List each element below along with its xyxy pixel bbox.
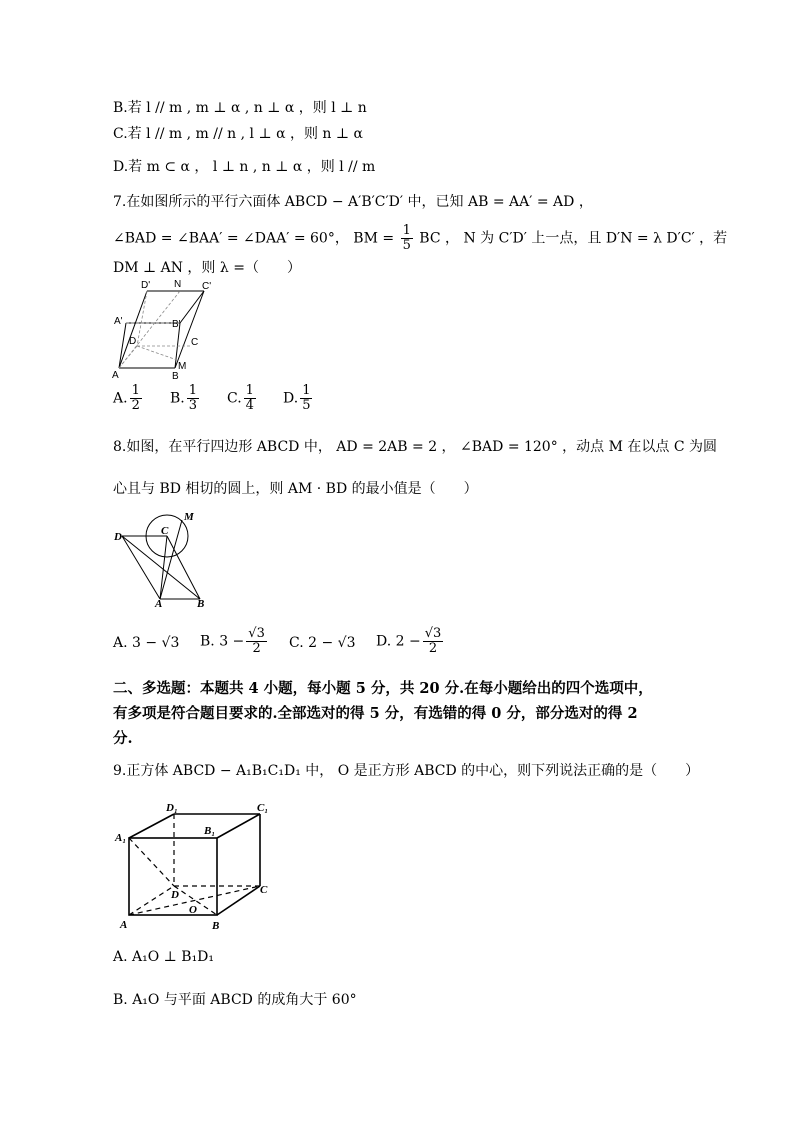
- q8-label-b: B: [197, 598, 205, 610]
- q7-label-n: N: [174, 279, 182, 290]
- q7-fraction: $\frac{1}{5}$: [402, 223, 411, 253]
- q8-label-d: D: [114, 531, 122, 543]
- q9-label-d1: D₁: [166, 802, 178, 814]
- q9-option-a: A. A₁O ⊥ B₁D₁: [113, 949, 215, 965]
- q9-label-o: O: [189, 904, 197, 916]
- q9-label-a1: A₁: [115, 832, 127, 844]
- q7-label-d1: D': [141, 280, 151, 291]
- section2-line1: 二、多选题：本题共 4 小题，每小题 5 分，共 20 分.在每小题给出的四个选项中，: [113, 680, 653, 697]
- q7-stem-line3: DM ⊥ AN ，则 λ =（ ）: [113, 260, 301, 276]
- q9-option-b: B. A₁O 与平面 ABCD 的成角大于 60°: [113, 992, 357, 1008]
- q6-option-b: B.若 l // m , m ⊥ α , n ⊥ α ，则 l ⊥ n: [113, 100, 367, 116]
- q9-label-a: A: [120, 919, 128, 931]
- q8-option-d: D. 2 − $\frac{√3}{2}$: [376, 626, 442, 656]
- q8-option-a: A. 3 − √3: [113, 635, 180, 651]
- q7-stem-line1: 7.在如图所示的平行六面体 ABCD − A′B′C′D′ 中，已知 AB = AA′ = AD ，: [113, 194, 593, 210]
- q7-label-d: D: [129, 336, 137, 347]
- q8-option-c: C. 2 − √3: [289, 635, 356, 651]
- q8-label-c: C: [161, 525, 169, 537]
- q9-label-d: D: [171, 889, 179, 901]
- q9-label-b: B: [212, 920, 220, 932]
- q9-cube-figure: [112, 800, 277, 935]
- q8-label-m: M: [184, 511, 194, 523]
- q7-label-a1: A': [114, 316, 123, 327]
- q7-parallelepiped-figure: [112, 280, 222, 382]
- q8-stem-line1: 8.如图，在平行四边形 ABCD 中， AD = 2AB = 2 ， ∠BAD = 120° ，动点 M 在以点 C 为圆: [113, 439, 718, 455]
- q7-option-a: A. $\frac{1}{2}$: [113, 383, 140, 413]
- q7-label-m: M: [178, 361, 187, 372]
- q8-parallelogram-figure: [112, 510, 212, 610]
- q7-option-d: D. $\frac{1}{5}$: [283, 383, 311, 413]
- q8-stem-line2: 心且与 BD 相切的圆上，则 AM · BD 的最小值是（ ）: [113, 481, 478, 497]
- q8-label-a: A: [155, 598, 163, 610]
- q9-label-c1: C₁: [257, 802, 269, 814]
- section2-line3: 分.: [113, 730, 133, 747]
- q7-option-c: C. $\frac{1}{4}$: [227, 383, 254, 413]
- q6-option-d: D.若 m ⊂ α ， l ⊥ n , n ⊥ α ，则 l // m: [113, 159, 376, 175]
- q7-label-c: C: [191, 337, 199, 348]
- q9-label-b1: B₁: [204, 825, 216, 837]
- q6-option-c: C.若 l // m , m // n , l ⊥ α ，则 n ⊥ α: [113, 126, 363, 142]
- q7-stem-line2: ∠BAD = ∠BAA′ = ∠DAA′ = 60°， BM = $\frac{1}{5}$ BC ， N 为 C′D′ 上一点，且 D′N = λ D′C′ ，若: [113, 223, 728, 253]
- q7-option-b: B. $\frac{1}{3}$: [170, 383, 198, 413]
- q7-label-b: B: [172, 371, 179, 382]
- q7-label-a: A: [112, 370, 119, 381]
- q7-label-c1: C': [202, 281, 212, 292]
- q9-stem: 9.正方体 ABCD − A₁B₁C₁D₁ 中， O 是正方形 ABCD 的中心，则下列说法正确的是（ ）: [113, 763, 700, 779]
- q8-option-b: B. 3 − $\frac{√3}{2}$: [200, 626, 265, 656]
- q7-label-b1: B': [172, 319, 181, 330]
- q9-label-c: C: [260, 884, 268, 896]
- section2-line2: 有多项是符合题目要求的.全部选对的得 5 分，有选错的得 0 分，部分选对的得 2: [113, 705, 638, 722]
